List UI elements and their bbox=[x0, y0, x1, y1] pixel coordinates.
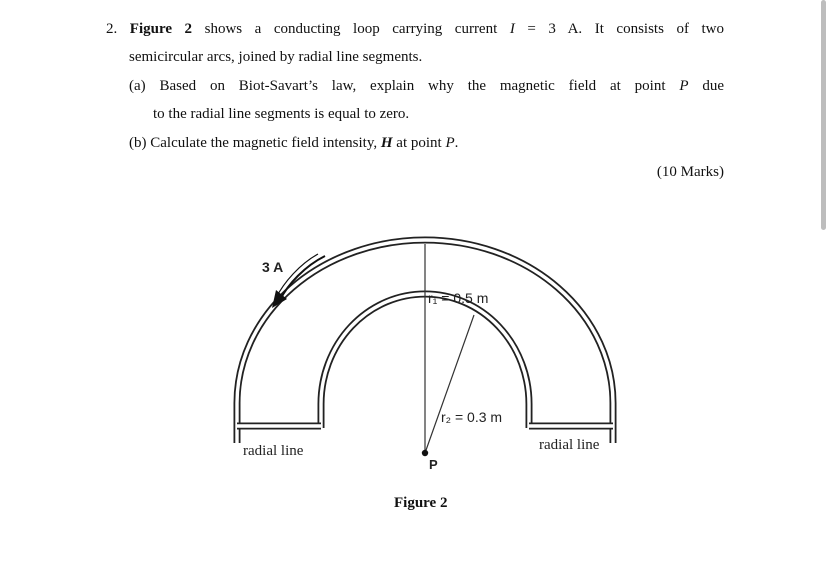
intro-text: shows a conducting loop carrying current bbox=[204, 21, 498, 37]
r1-label: r₁ = 0.5 m bbox=[428, 290, 489, 306]
figure-reference: Figure 2 bbox=[129, 21, 193, 37]
part-b-H: H bbox=[380, 135, 393, 151]
part-a-due: due bbox=[702, 78, 725, 94]
part-a-text: (a) Based on Biot-Savart’s law, explain why the magnetic field at point bbox=[129, 78, 666, 94]
part-a-line-2-text: to the radial line segments is equal to zero. bbox=[153, 106, 410, 122]
r2-label: r₂ = 0.3 m bbox=[441, 409, 503, 425]
radius-r2-line bbox=[425, 315, 474, 453]
radial-line-left-label: radial line bbox=[243, 443, 304, 459]
part-b-point: P bbox=[445, 135, 455, 151]
point-p-label: P bbox=[429, 457, 438, 472]
current-label: 3 A bbox=[262, 259, 284, 275]
current-value-text: = 3 A. It consists of two bbox=[527, 21, 724, 37]
part-b-start: (b) Calculate the magnetic field intensity, bbox=[129, 135, 378, 151]
intro-line-2: semicircular arcs, joined by radial line segments. bbox=[129, 49, 423, 65]
current-symbol: I bbox=[509, 21, 515, 37]
question-number: 2. bbox=[106, 21, 118, 37]
part-b-end: . bbox=[454, 135, 459, 151]
marks-label: (10 Marks) bbox=[656, 164, 724, 180]
scrollbar[interactable] bbox=[821, 0, 826, 230]
figure-caption: Figure 2 bbox=[394, 495, 448, 511]
part-b-mid: at point bbox=[396, 135, 442, 151]
radial-line-right-label: radial line bbox=[539, 437, 600, 453]
part-a-point: P bbox=[679, 78, 689, 94]
point-p-dot bbox=[422, 450, 428, 456]
